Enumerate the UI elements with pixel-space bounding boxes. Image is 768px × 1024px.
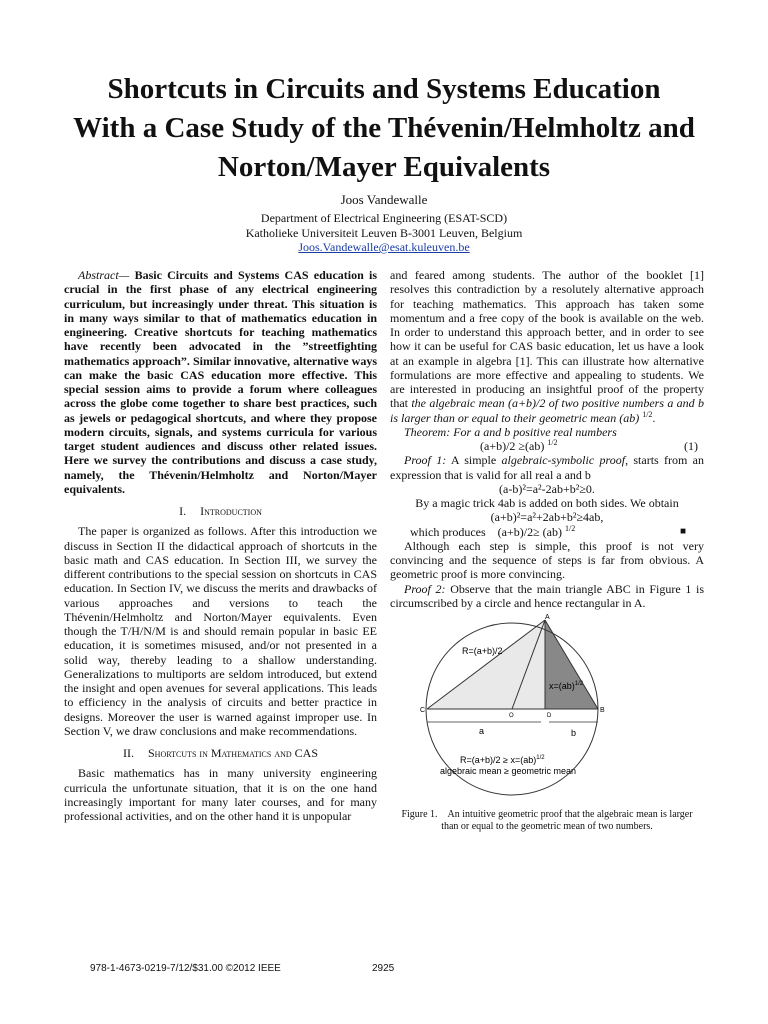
proof-1 <box>390 453 704 482</box>
figure-1 <box>390 614 704 809</box>
section-title: Introduction <box>200 504 262 518</box>
ineq-text: R=(a+b)/2 ≥ x=(ab) <box>460 755 537 765</box>
exp: 1/2 <box>547 438 558 447</box>
para-italic: the algebraic mean (a+b)/2 of two positive numbers a and b is larger than or equal to their geometric mean (ab) <box>390 396 704 425</box>
label-a: a <box>479 726 485 736</box>
intro-paragraph: The paper is organized as follows. After this introduction we discuss in Section II the didactical approach of shortcuts in the basic math and CAS education. In Section III, we survey the different contributions to the special session on shortcuts in CAS education. In Section IV, we discuss the merits and drawbacks of various approaches and versions to teach the Thévenin/Helmholtz and Norton/Mayer equivalents. Even though the T/H/N/M is and should remain popular in basic EE education, it is sometimes misused, and/or not presented in a solid way, thereby leading to a shallow understanding. Generalizations to multiports are seldom introduced, but extend the insight and open avenues for several applications. This leads to efficiency in the analysis of circuits and better practice in designs. Moreover the user is warned against improper use. In Section V, we draw conclusions and make recommendations. <box>64 524 377 738</box>
caption-label: Figure 1. <box>401 809 438 820</box>
equation-4-line <box>390 525 704 539</box>
eq1-text: (a+b)/2 ≥(ab) <box>480 439 545 453</box>
figure-caption <box>390 809 704 833</box>
label-b: b <box>571 728 577 738</box>
email-link[interactable]: Joos.Vandewalle@esat.kuleuven.be <box>298 240 470 254</box>
author-name: Joos Vandewalle <box>340 192 428 207</box>
equation-1 <box>390 439 704 453</box>
inequality-label <box>460 755 545 765</box>
point-D: D <box>547 713 552 719</box>
para-text: and feared among students. The author of the booklet [1] resolves this contradiction by a resolutely alternative approach for teaching mathematics. This approach has taken some momentum and a free copy of the book is available on the web. In order to understand this approach better, and in order to see how it can be useful for CAS basic education, let us have a look at an example in algebra [1]. This can illustrate how alternative formulations are more effective and appealing to students. We are interested in producing an insightful proof of the property that <box>390 268 704 411</box>
mean-label: algebraic mean ≥ geometric mean <box>440 766 577 776</box>
footer-copyright: 978-1-4673-0219-7/12/$31.00 ©2012 IEEE <box>90 963 281 974</box>
exp: 1/2 <box>564 523 576 533</box>
equation-3: (a+b)²=a²+2ab+b²≥4ab, <box>490 510 604 525</box>
label-x-exp: 1/2 <box>574 681 584 687</box>
after-proof-paragraph: Although each step is simple, this proof is not very convincing and the sequence of steps is far from obvious. A geometric proof is more convincing. <box>390 538 704 582</box>
abstract-label: Abstract— <box>78 268 130 282</box>
geometric-proof-diagram <box>390 614 704 809</box>
abstract <box>64 268 377 496</box>
eq1-number: (1) <box>684 439 698 453</box>
left-column <box>64 268 377 823</box>
exp: 1/2 <box>642 409 653 419</box>
university: Katholieke Universiteit Leuven B-3001 Leuven, Belgium <box>245 225 523 240</box>
label-x-text: x=(ab) <box>549 681 575 691</box>
proof2-text: Observe that the main triangle ABC in Figure 1 is circumscribed by a circle and hence rectangular in A. <box>390 581 705 610</box>
section-heading-shortcuts <box>64 746 377 760</box>
department: Department of Electrical Engineering (ESAT-SCD) <box>260 211 508 225</box>
right-column <box>390 268 704 833</box>
point-O: O <box>509 713 514 719</box>
section-title: Shortcuts in Mathematics and CAS <box>148 746 318 760</box>
section-number: I. <box>179 504 187 518</box>
page-number: 2925 <box>372 963 395 974</box>
magic-trick-line: By a magic trick 4ab is added on both sides. We obtain <box>415 496 679 510</box>
section-heading-introduction <box>64 504 377 518</box>
paper-title <box>40 70 728 187</box>
proof1-text-b: , starts from an expression that is valid for all real a and b <box>390 453 705 482</box>
section2-paragraph: Basic mathematics has in many university engineering curricula the unfortunate situation, that it is on the one hand increasingly important for many later courses, and for many professional activities, and on the other hand it is unpopular <box>64 766 377 823</box>
label-R: R=(a+b)/2 <box>462 646 503 656</box>
title-line-1: Shortcuts in Circuits and Systems Education <box>107 73 661 105</box>
title-line-3: Norton/Mayer Equivalents <box>217 151 551 183</box>
point-C: C <box>420 707 426 714</box>
equation-2: (a-b)²=a²-2ab+b²≥0. <box>499 481 595 496</box>
proof1-label: Proof 1: <box>404 453 447 468</box>
right-paragraph-1: and feared among students. The author of the booklet [1] resolves this contradiction by a resolutely alternative approach for teaching mathematics. This approach has taken some momentum and a free copy of the book is available on the web. In order to understand this approach better, and in order to see how it can be useful for CAS basic education, let us have a look at an example in algebra [1]. This can illustrate how alternative formulations are more effective and appealing to students. We are interested in producing an insightful proof of the property that the algebraic mean (a+b)/2 of two positive numbers a and b is larger than or equal to their geometric mean (ab) $^{1/2}$. <box>390 268 704 425</box>
eq4-text: (a+b)/2≥ (ab) <box>497 524 562 539</box>
ineq-exp: 1/2 <box>536 755 545 761</box>
proof1-text-a: A simple <box>446 453 502 468</box>
abstract-text: Basic Circuits and Systems CAS education is crucial in the first phase of any electrical engineering curriculum, but increasingly under threat. This situation is in many ways similar to that of mathematics education in engineering. Creative shortcuts for teaching mathematics have recently been advocated in the ”streetfighting mathematics approach”. Similar innovative, alternative ways can make the basic CAS education more effective. This special session aims to provide a forum where colleagues across the globe come together to share best practices, such as jewels or pedagogical shortcuts, and where they propose modern circuits, signals, and systems curricula for various target student audiences and discuss other related issues. Here we survey the contributions and discuss a case study, namely, the Thévenin/Helmholtz and Norton/Mayer equivalents. <box>64 268 377 496</box>
section-number: II. <box>123 746 134 760</box>
caption-text: An intuitive geometric proof that the algebraic mean is larger than or equal to the geometric mean of two numbers. <box>441 809 693 832</box>
produces-text: which produces <box>410 524 486 539</box>
proof2-label: Proof 2: <box>404 581 446 596</box>
qed-symbol: ■ <box>679 525 686 537</box>
theorem-text: Theorem: For a and b positive real numbers <box>404 424 617 439</box>
proof-2 <box>390 582 704 611</box>
point-A: A <box>545 614 550 621</box>
proof1-italic: algebraic-symbolic proof <box>501 453 626 468</box>
theorem <box>390 425 704 439</box>
title-line-2: With a Case Study of the Thévenin/Helmholtz and <box>73 112 695 144</box>
affiliation <box>0 211 768 255</box>
point-B: B <box>600 707 605 714</box>
